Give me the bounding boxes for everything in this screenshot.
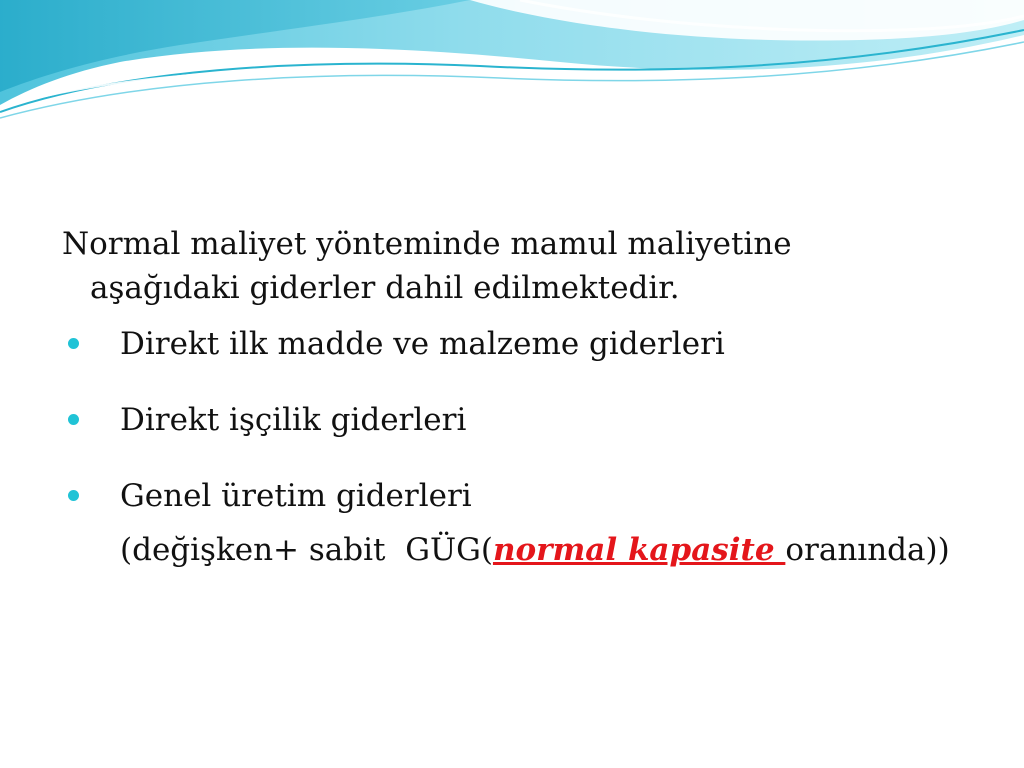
bullet-text: Direkt ilk madde ve malzeme giderleri xyxy=(120,326,725,362)
bullet-item xyxy=(62,474,982,572)
subnote-suffix: oranında)) xyxy=(785,532,950,568)
bullet-dot-icon xyxy=(68,414,79,425)
intro-line-1: Normal maliyet yönteminde mamul maliyetine xyxy=(62,226,792,262)
bullet-list xyxy=(62,322,982,572)
bullet-item xyxy=(62,398,982,442)
bullet-text: Genel üretim giderleri xyxy=(120,478,472,514)
intro-line-2: aşağıdaki giderler dahil edilmektedir. xyxy=(90,270,680,306)
intro-text xyxy=(62,222,982,310)
bullet-subnote xyxy=(120,528,982,572)
subnote-prefix: (değişken+ sabit GÜG( xyxy=(120,532,493,568)
slide-content xyxy=(62,222,982,572)
subnote-emphasis: normal kapasite xyxy=(492,532,786,568)
header-wave-decoration xyxy=(0,0,1024,130)
bullet-dot-icon xyxy=(68,490,79,501)
bullet-dot-icon xyxy=(68,338,79,349)
bullet-text: Direkt işçilik giderleri xyxy=(120,402,467,438)
bullet-item xyxy=(62,322,982,366)
